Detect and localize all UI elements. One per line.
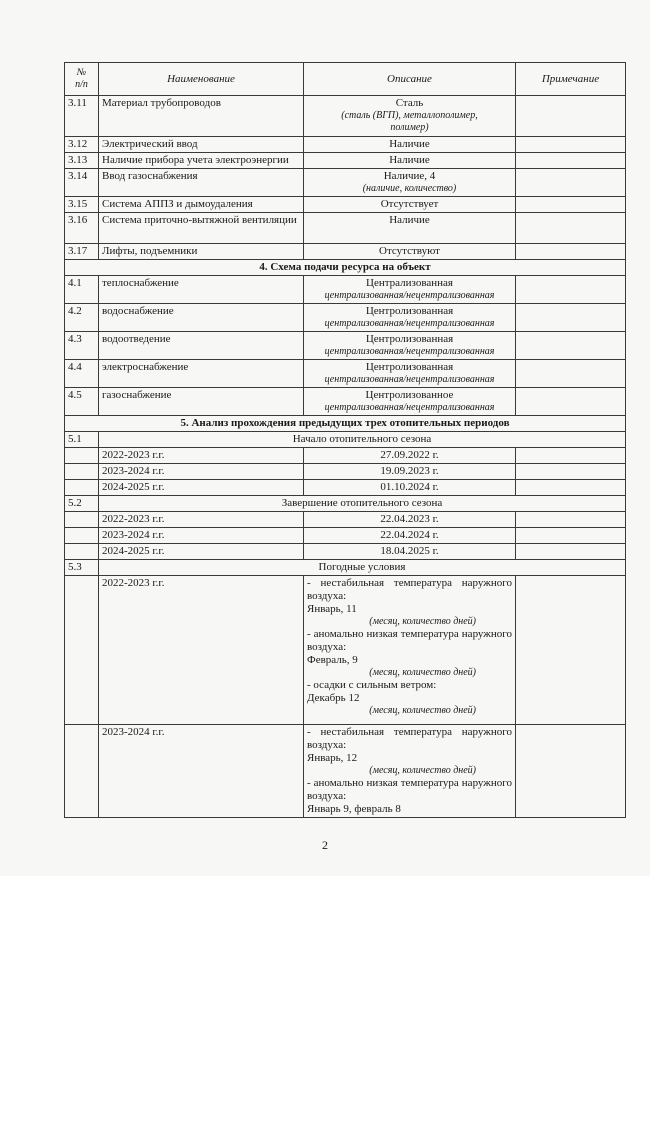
table-row xyxy=(65,512,626,528)
row-num xyxy=(65,544,99,560)
row-desc xyxy=(304,360,516,388)
row-name: Система приточно-вытяжной вентиляции xyxy=(99,213,304,244)
table-row xyxy=(65,304,626,332)
row-num: 3.15 xyxy=(65,197,99,213)
table-row xyxy=(65,480,626,496)
row-num: 3.14 xyxy=(65,169,99,197)
weather-hint: (месяц, количество дней) xyxy=(369,705,476,716)
row-name: электроснабжение xyxy=(99,360,304,388)
row-desc-hint: (сталь (ВГП), металлополимер, полимер) xyxy=(341,110,478,133)
weather-value: Январь, 12 xyxy=(307,752,358,764)
weather-value: Январь, 11 xyxy=(307,603,357,615)
row-num: 4.1 xyxy=(65,276,99,304)
row-note xyxy=(516,304,626,332)
row-num: 4.4 xyxy=(65,360,99,388)
weather-hint: (месяц, количество дней) xyxy=(369,765,476,776)
row-period: 2022-2023 г.г. xyxy=(99,576,304,725)
page-number: 2 xyxy=(322,838,328,852)
row-num: 4.5 xyxy=(65,388,99,416)
row-note xyxy=(516,96,626,137)
row-note xyxy=(516,448,626,464)
subsection-title: Начало отопительного сезона xyxy=(99,432,626,448)
row-period: 2022-2023 г.г. xyxy=(99,448,304,464)
row-period: 2024-2025 г.г. xyxy=(99,480,304,496)
row-desc xyxy=(304,169,516,197)
weather-line: - осадки с сильным ветром: xyxy=(307,679,437,691)
weather-value: Декабрь 12 xyxy=(307,692,360,704)
subsection-row xyxy=(65,560,626,576)
row-note xyxy=(516,137,626,153)
table-row xyxy=(65,464,626,480)
row-desc: Наличие xyxy=(304,213,516,244)
section-4-title: 4. Схема подачи ресурса на объект xyxy=(65,260,626,276)
row-desc-value: Центролизованная xyxy=(365,361,454,373)
row-note xyxy=(516,276,626,304)
row-desc-hint: (наличие, количество) xyxy=(362,183,457,194)
table-row xyxy=(65,213,626,244)
row-date: 22.04.2024 г. xyxy=(304,528,516,544)
row-num: 3.13 xyxy=(65,153,99,169)
table-row xyxy=(65,725,626,818)
weather-line: - нестабильная температура наружного воздуха: xyxy=(307,726,512,751)
weather-value: Февраль, 9 xyxy=(307,654,358,666)
row-desc: Наличие xyxy=(304,153,516,169)
row-desc-hint: централизованная/нецентрализованная xyxy=(324,374,495,385)
weather-value: Январь 9, февраль 8 xyxy=(307,803,401,815)
row-name: газоснабжение xyxy=(99,388,304,416)
table-row xyxy=(65,197,626,213)
row-num: 3.12 xyxy=(65,137,99,153)
table-row xyxy=(65,169,626,197)
section-heading-row xyxy=(65,260,626,276)
document-table xyxy=(64,62,626,818)
table-row xyxy=(65,360,626,388)
row-note xyxy=(516,169,626,197)
subsection-title: Завершение отопительного сезона xyxy=(99,496,626,512)
row-date: 22.04.2023 г. xyxy=(304,512,516,528)
table-row xyxy=(65,96,626,137)
row-desc-value: Сталь xyxy=(395,97,424,109)
subsection-row xyxy=(65,496,626,512)
weather-line: - аномально низкая температура наружного воздуха: xyxy=(307,628,512,653)
row-note xyxy=(516,388,626,416)
row-num xyxy=(65,725,99,818)
subsection-title: Погодные условия xyxy=(99,560,626,576)
row-desc-value: Центролизованная xyxy=(365,333,454,345)
table-row xyxy=(65,332,626,360)
row-desc-hint: централизованная/нецентрализованная xyxy=(324,318,495,329)
row-num xyxy=(65,448,99,464)
header-note: Примечание xyxy=(516,63,626,96)
row-note xyxy=(516,725,626,818)
row-name: Система АППЗ и дымоудаления xyxy=(99,197,304,213)
weather-cell xyxy=(304,576,516,725)
row-note xyxy=(516,153,626,169)
row-name: теплоснабжение xyxy=(99,276,304,304)
subsection-row xyxy=(65,432,626,448)
row-num: 4.2 xyxy=(65,304,99,332)
row-note xyxy=(516,544,626,560)
table-row xyxy=(65,388,626,416)
row-num: 3.16 xyxy=(65,213,99,244)
header-num: № п/п xyxy=(65,63,99,96)
table-row xyxy=(65,137,626,153)
row-note xyxy=(516,360,626,388)
row-desc xyxy=(304,332,516,360)
table-row xyxy=(65,276,626,304)
row-name: водоснабжение xyxy=(99,304,304,332)
section-5-title: 5. Анализ прохождения предыдущих трех отопительных периодов xyxy=(65,416,626,432)
row-num: 4.3 xyxy=(65,332,99,360)
row-period: 2024-2025 г.г. xyxy=(99,544,304,560)
weather-cell xyxy=(304,725,516,818)
row-desc xyxy=(304,388,516,416)
weather-line: - аномально низкая температура наружного воздуха: xyxy=(307,777,512,802)
row-num: 5.3 xyxy=(65,560,99,576)
table-row xyxy=(65,153,626,169)
row-period: 2023-2024 г.г. xyxy=(99,528,304,544)
table-header-row xyxy=(65,63,626,96)
row-note xyxy=(516,244,626,260)
row-num: 3.11 xyxy=(65,96,99,137)
row-desc-hint: централизованная/нецентрализованная xyxy=(324,402,495,413)
header-name: Наименование xyxy=(99,63,304,96)
table-row xyxy=(65,544,626,560)
row-name: Материал трубопроводов xyxy=(99,96,304,137)
row-num xyxy=(65,480,99,496)
row-note xyxy=(516,213,626,244)
row-desc xyxy=(304,96,516,137)
row-period: 2023-2024 г.г. xyxy=(99,725,304,818)
row-desc: Отсутствуют xyxy=(304,244,516,260)
weather-line: - нестабильная температура наружного воздуха: xyxy=(307,577,512,602)
row-desc-hint: централизованная/нецентрализованная xyxy=(324,346,495,357)
row-name: Электрический ввод xyxy=(99,137,304,153)
row-desc-value: Центролизованная xyxy=(365,305,454,317)
weather-hint: (месяц, количество дней) xyxy=(369,616,476,627)
row-desc-value: Централизованная xyxy=(366,277,453,289)
row-note xyxy=(516,480,626,496)
row-note xyxy=(516,332,626,360)
row-period: 2023-2024 г.г. xyxy=(99,464,304,480)
row-period: 2022-2023 г.г. xyxy=(99,512,304,528)
table-row xyxy=(65,528,626,544)
row-name: водоотведение xyxy=(99,332,304,360)
row-note xyxy=(516,197,626,213)
header-desc: Описание xyxy=(304,63,516,96)
row-desc-hint: централизованная/нецентрализованная xyxy=(324,290,495,301)
row-name: Лифты, подъемники xyxy=(99,244,304,260)
weather-hint: (месяц, количество дней) xyxy=(369,667,476,678)
row-num: 5.2 xyxy=(65,496,99,512)
table-row xyxy=(65,576,626,725)
row-num: 3.17 xyxy=(65,244,99,260)
row-date: 18.04.2025 г. xyxy=(304,544,516,560)
row-desc: Наличие xyxy=(304,137,516,153)
section-heading-row xyxy=(65,416,626,432)
row-num xyxy=(65,512,99,528)
row-date: 19.09.2023 г. xyxy=(304,464,516,480)
table-row xyxy=(65,448,626,464)
row-desc xyxy=(304,304,516,332)
row-num xyxy=(65,464,99,480)
row-date: 01.10.2024 г. xyxy=(304,480,516,496)
row-num xyxy=(65,528,99,544)
row-name: Наличие прибора учета электроэнергии xyxy=(99,153,304,169)
row-note xyxy=(516,512,626,528)
row-note xyxy=(516,464,626,480)
row-num: 5.1 xyxy=(65,432,99,448)
row-date: 27.09.2022 г. xyxy=(304,448,516,464)
row-name: Ввод газоснабжения xyxy=(99,169,304,197)
row-desc-value: Центролизованное xyxy=(365,389,454,401)
row-note xyxy=(516,576,626,725)
table-row xyxy=(65,244,626,260)
row-desc-value: Наличие, 4 xyxy=(383,170,436,182)
row-desc xyxy=(304,276,516,304)
row-desc: Отсутствует xyxy=(304,197,516,213)
row-note xyxy=(516,528,626,544)
row-num xyxy=(65,576,99,725)
